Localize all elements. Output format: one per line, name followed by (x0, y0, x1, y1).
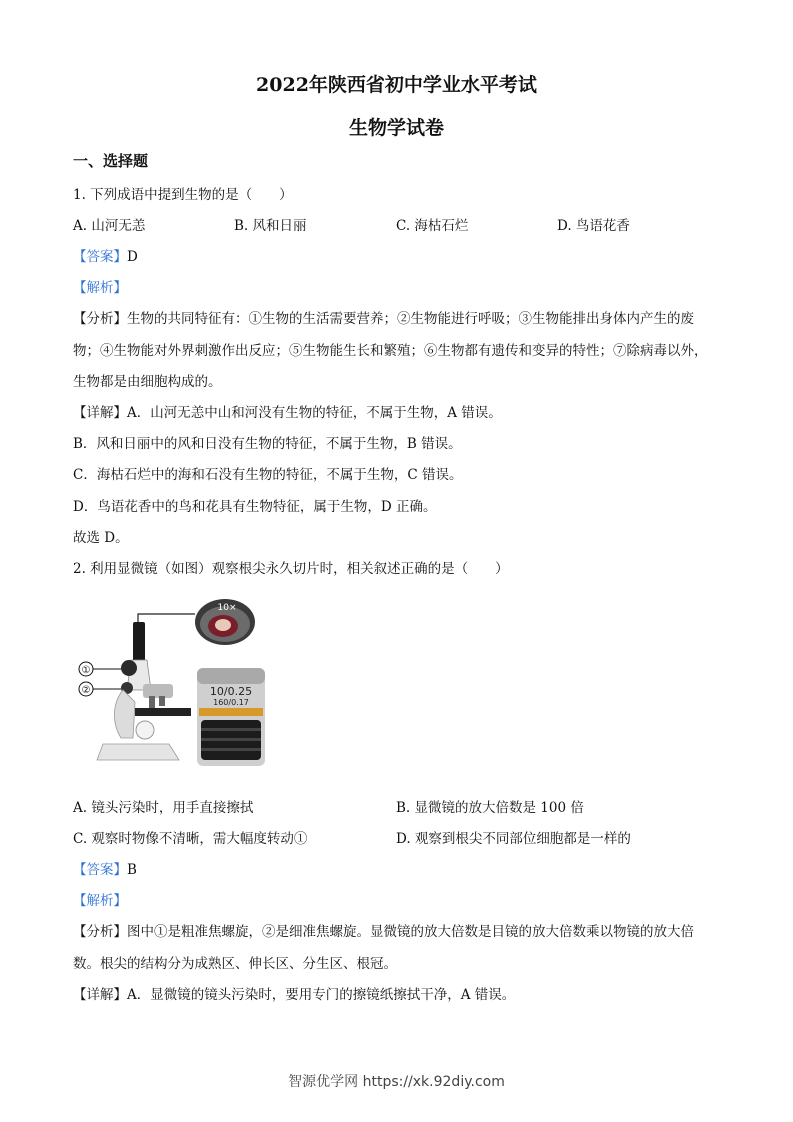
q2-option-b: B. 显微镜的放大倍数是 100 倍 (396, 800, 584, 816)
q1-detail-line-1 (73, 401, 502, 421)
objective-label-2: 160/0.17 (213, 698, 249, 707)
marker-2: ② (81, 685, 91, 696)
q2-answer (73, 858, 137, 878)
answer-value: D (127, 249, 138, 265)
q2-option-d: D. 观察到根尖不同部位细胞都是一样的 (396, 831, 631, 847)
objective-photo (197, 668, 265, 766)
q1-detail-line-5: 故选 D。 (73, 530, 129, 546)
marker-group (79, 662, 121, 696)
detail-text: A．山河无恙中山和河没有生物的特征，不属于生物，A 错误。 (127, 405, 502, 421)
objective-label-1: 10/0.25 (209, 685, 253, 698)
q1-fenxi-line-3: 生物都是由细胞构成的。 (73, 374, 222, 390)
q2-stem: 2. 利用显微镜（如图）观察根尖永久切片时，相关叙述正确的是（ ） (73, 561, 509, 577)
detail-tag: 【详解】 (73, 987, 127, 1003)
q2-option-c: C. 观察时物像不清晰，需大幅度转动① (73, 831, 308, 847)
q1-answer (73, 245, 138, 265)
q2-fenxi-line-1 (73, 920, 694, 940)
q1-fenxi-line-2: 物；④生物能对外界刺激作出反应；⑤生物能生长和繁殖；⑥生物都有遗传和变异的特性；⑦除病毒以外， (73, 343, 708, 359)
q2-option-a: A. 镜头污染时，用手直接擦拭 (73, 800, 254, 816)
q1-stem: 1. 下列成语中提到生物的是（ ） (73, 187, 293, 203)
q2-detail-line-1 (73, 983, 515, 1003)
q1-option-c: C. 海枯石烂 (396, 218, 469, 234)
section-heading: 一、选择题 (73, 152, 149, 170)
fenxi-tag: 【分析】 (73, 924, 127, 940)
q1-option-a: A. 山河无恙 (73, 218, 146, 234)
exam-title: 2022年陕西省初中学业水平考试 (256, 74, 537, 96)
q2-fenxi-line-2: 数。根尖的结构分为成熟区、伸长区、分生区、根冠。 (73, 956, 397, 972)
eyepiece-label: 10× (217, 603, 237, 613)
marker-1: ① (81, 665, 91, 676)
q1-fenxi-line-1 (73, 307, 694, 327)
eyepiece-photo (195, 599, 255, 645)
q1-detail-line-4: D．鸟语花香中的鸟和花具有生物特征，属于生物，D 正确。 (73, 499, 437, 515)
microscope-body (97, 622, 191, 760)
detail-tag: 【详解】 (73, 405, 127, 421)
q1-detail-line-3: C．海枯石烂中的海和石没有生物的特征，不属于生物，C 错误。 (73, 467, 463, 483)
q2-analysis-tag: 【解析】 (73, 893, 127, 909)
answer-value: B (127, 862, 137, 878)
exam-subtitle: 生物学试卷 (348, 117, 444, 139)
q1-option-d: D. 鸟语花香 (557, 218, 630, 234)
page-footer: 智源优学网 https://xk.92diy.com (288, 1074, 505, 1090)
detail-text: A．显微镜的镜头污染时，要用专门的擦镜纸擦拭干净，A 错误。 (127, 987, 516, 1003)
microscope-figure (73, 592, 279, 772)
fenxi-text: 生物的共同特征有：①生物的生活需要营养；②生物能进行呼吸；③生物能排出身体内产生的废 (127, 311, 694, 327)
q1-analysis-tag: 【解析】 (73, 280, 127, 296)
answer-tag: 【答案】 (73, 249, 127, 265)
q1-detail-line-2: B．风和日丽中的风和日没有生物的特征，不属于生物，B 错误。 (73, 436, 462, 452)
answer-tag: 【答案】 (73, 862, 127, 878)
fenxi-text: 图中①是粗准焦螺旋，②是细准焦螺旋。显微镜的放大倍数是目镜的放大倍数乘以物镜的放大倍 (127, 924, 694, 940)
fenxi-tag: 【分析】 (73, 311, 127, 327)
q1-option-b: B. 风和日丽 (234, 218, 307, 234)
